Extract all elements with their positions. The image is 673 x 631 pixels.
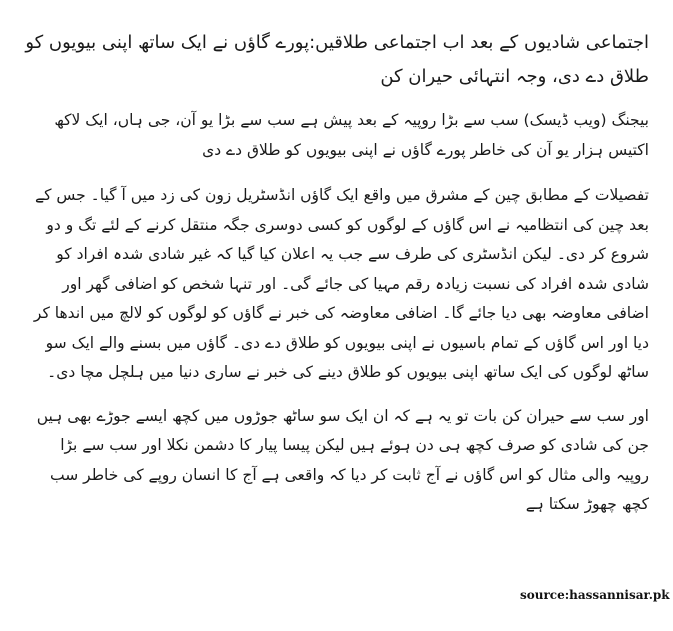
article-details-paragraph: تفصیلات کے مطابق چین کے مشرق میں واقع ایک گاؤں انڈسٹریل زون کی زد میں آ گیا۔ جس کے بعد چین کی انتظامیہ نے اس گاؤں کے لوگوں کو کسی دوسری جگہ منتقل کرنے کے لئے تگ و دو شروع کر دی۔ لیکن انڈسٹری کی طرف سے جب یہ اعلان کیا گیا کہ غیر شادی شدہ افراد کو شادی شدہ افراد کی نسبت زیادہ رقم مہیا کی جائے گی۔ اور تنہا شخص کو اضافی گھر اور اضافی معاوضہ بھی دیا جائے گا۔ اضافی معاوضہ کی خبر نے گاؤں کو لوگوں کو لالچ میں اندھا کر دیا اور اس گاؤں کے تمام باسیوں نے اپنی بیویوں کو طلاق دے دی۔ گاؤں میں بسنے والے ایک سو ساٹھ لوگوں کی ایک ساتھ اپنی بیویوں کو طلاق دینے کی خبر نے ساری دنیا میں ہلچل مچا دی۔ <box>33 186 649 381</box>
article-intro-paragraph: بیجنگ (ویب ڈیسک) سب سے بڑا روپیہ کے بعد پیش ہے سب سے بڑا یو آن، جی ہاں، ایک لاکھ اکتیس ہزار یو آن کی خاطر پورے گاؤں نے اپنی بیویوں کو طلاق دے دی <box>54 111 649 159</box>
article-headline: اجتماعی شادیوں کے بعد اب اجتماعی طلاقیں:پورے گاؤں نے ایک ساتھ اپنی بیویوں کو طلاق دے دی، وجہ انتہائی حیران کن <box>25 32 649 87</box>
article <box>24 26 649 520</box>
source-credit: source:hassannisar.pk <box>520 588 670 602</box>
article-conclusion-paragraph: اور سب سے حیران کن بات تو یہ ہے کہ ان ایک سو ساٹھ جوڑوں میں کچھ ایسے جوڑے بھی ہیں جن کی شادی کو صرف کچھ ہی دن ہوئے ہیں لیکن پیسا پیار کا دشمن نکلا اور سب سے بڑا روپیہ والی مثال کو اس گاؤں نے آج ثابت کر دیا کہ واقعی ہے آج کا انسان روپے کی خاطر سب کچھ چھوڑ سکتا ہے <box>36 406 649 513</box>
